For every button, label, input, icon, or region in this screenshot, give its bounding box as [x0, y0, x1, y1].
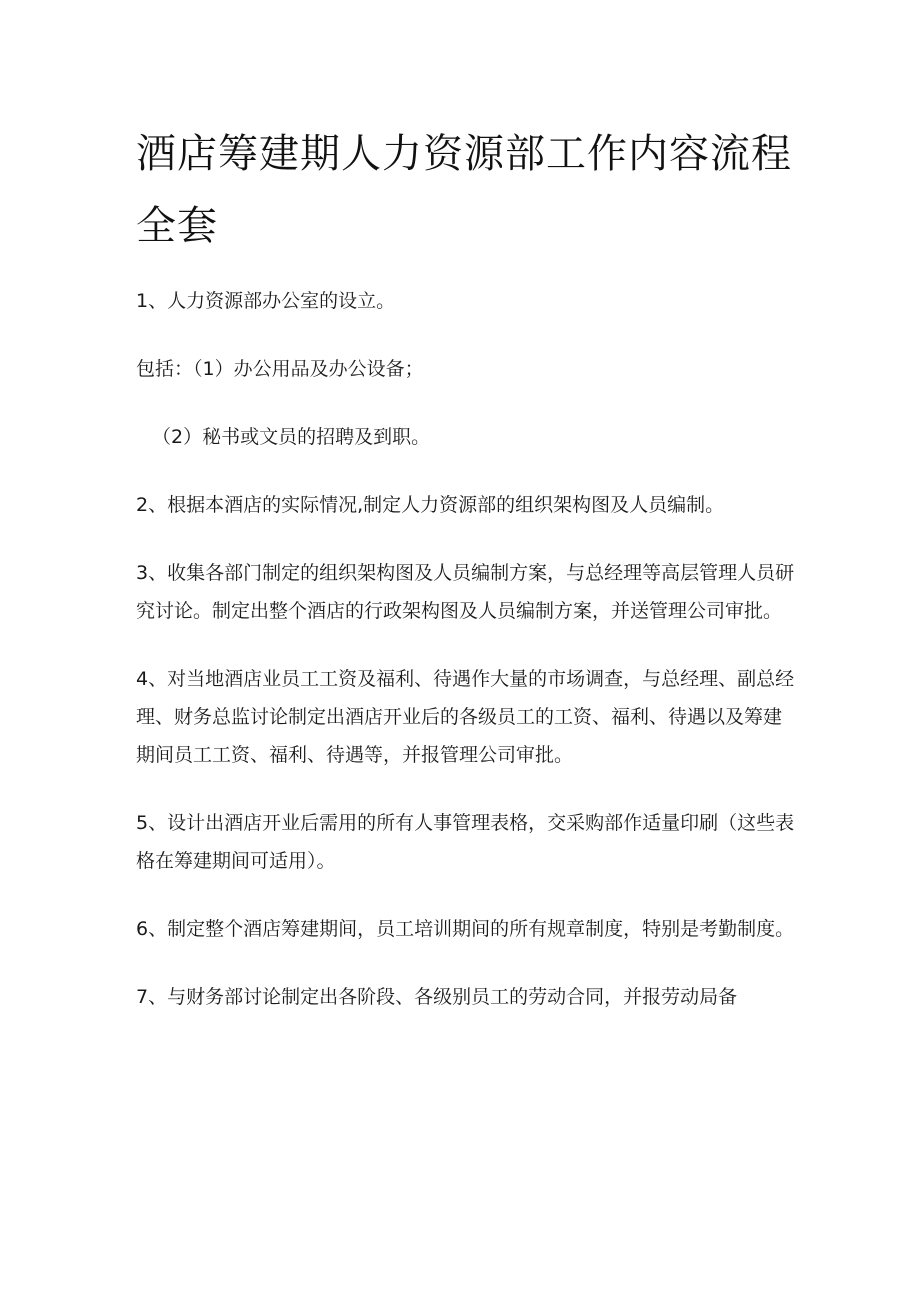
- paragraph-includes: 包括：（1）办公用品及办公设备；: [136, 358, 424, 380]
- paragraph-2: 2、根据本酒店的实际情况,制定人力资源部的组织架构图及人员编制。: [136, 494, 725, 516]
- paragraph-includes-2: （2）秘书或文员的招聘及到职。: [152, 426, 431, 448]
- paragraph-6: 6、制定整个酒店筹建期间，员工培训期间的所有规章制度，特别是考勤制度。: [136, 918, 795, 940]
- paragraph-4: 4、对当地酒店业员工工资及福利、待遇作大量的市场调查，与总经理、副总经理、财务总监讨论制定出酒店开业后的各级员工的工资、福利、待遇以及筹建期间员工工资、福利、待遇等，并报管理公司审批。: [136, 668, 795, 766]
- document-body: [136, 282, 796, 1046]
- paragraph-1: 1、人力资源部办公室的设立。: [136, 290, 396, 312]
- document-title: 酒店筹建期人力资源部工作内容流程全套: [136, 131, 792, 249]
- paragraph-3: 3、收集各部门制定的组织架构图及人员编制方案，与总经理等高层管理人员研究讨论。制定出整个酒店的行政架构图及人员编制方案，并送管理公司审批。: [136, 562, 795, 622]
- paragraph-7: 7、与财务部讨论制定出各阶段、各级别员工的劳动合同，并报劳动局备: [136, 986, 738, 1008]
- paragraph-5: 5、设计出酒店开业后需用的所有人事管理表格，交采购部作适量印刷（这些表格在筹建期间可适用）。: [136, 812, 795, 872]
